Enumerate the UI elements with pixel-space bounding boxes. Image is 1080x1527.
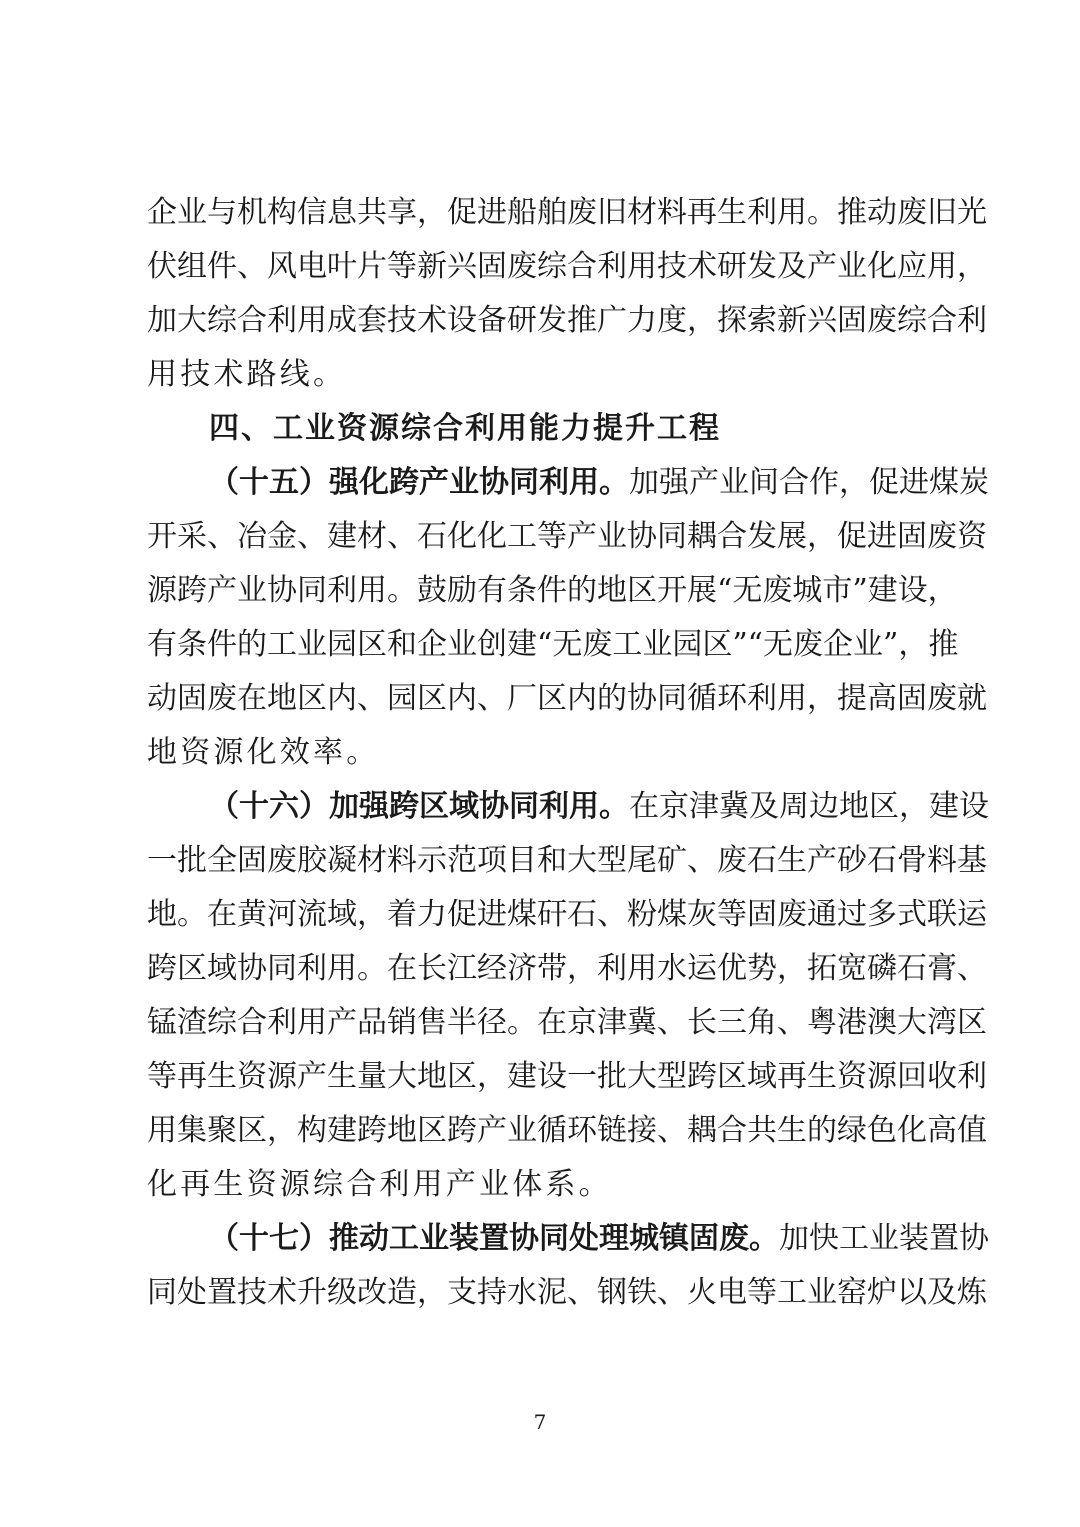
paragraph-line: 开采、冶金、建材、石化化工等产业协同耦合发展，促进固废资 (147, 519, 987, 554)
paragraph-line: 用技术路线。 (147, 357, 347, 392)
paragraph-lead: （十六）加强跨区域协同利用。 (209, 789, 629, 824)
section-heading: 四、工业资源综合利用能力提升工程 (209, 411, 721, 446)
paragraph-line: 一批全固废胶凝材料示范项目和大型尾矿、废石生产砂石骨料基 (147, 843, 987, 878)
paragraph-lead: （十七）推动工业装置协同处理城镇固废。 (209, 1221, 779, 1256)
paragraph-line: 地资源化效率。 (147, 735, 380, 770)
paragraph-line: 有条件的工业园区和企业创建“无废工业园区”“无废企业”，推 (147, 627, 959, 662)
paragraph-text: 加快工业装置协 (779, 1221, 989, 1256)
paragraph-line: 加大综合利用成套技术设备研发推广力度，探索新兴固废综合利 (147, 303, 987, 338)
paragraph-line: 化再生资源综合利用产业体系。 (147, 1167, 612, 1202)
paragraph-first-line (147, 456, 989, 510)
paragraph-line: 地。在黄河流域，着力促进煤矸石、粉煤灰等固废通过多式联运 (147, 897, 987, 932)
document-page (147, 186, 989, 1320)
paragraph-line: 跨区域协同利用。在长江经济带，利用水运优势，拓宽磷石膏、 (147, 951, 987, 986)
paragraph-line: 同处置技术升级改造，支持水泥、钢铁、火电等工业窑炉以及炼 (147, 1275, 987, 1310)
paragraph-line: 企业与机构信息共享，促进船舶废旧材料再生利用。推动废旧光 (147, 195, 987, 230)
paragraph-line: 锰渣综合利用产品销售半径。在京津冀、长三角、粤港澳大湾区 (147, 1005, 987, 1040)
paragraph-line: 伏组件、风电叶片等新兴固废综合利用技术研发及产业化应用， (147, 249, 987, 284)
paragraph-lead: （十五）强化跨产业协同利用。 (209, 465, 629, 500)
paragraph-first-line (147, 1212, 989, 1266)
paragraph-line: 用集聚区，构建跨地区跨产业循环链接、耦合共生的绿色化高值 (147, 1113, 987, 1148)
paragraph-text: 加强产业间合作，促进煤炭 (629, 465, 989, 500)
paragraph-text: 在京津冀及周边地区，建设 (629, 789, 989, 824)
paragraph-first-line (147, 780, 989, 834)
page-number: 7 (533, 1410, 547, 1434)
paragraph-line: 源跨产业协同利用。鼓励有条件的地区开展“无废城市”建设， (147, 573, 958, 608)
paragraph-line: 等再生资源产生量大地区，建设一批大型跨区域再生资源回收利 (147, 1059, 987, 1094)
paragraph-line: 动固废在地区内、园区内、厂区内的协同循环利用，提高固废就 (147, 681, 987, 716)
